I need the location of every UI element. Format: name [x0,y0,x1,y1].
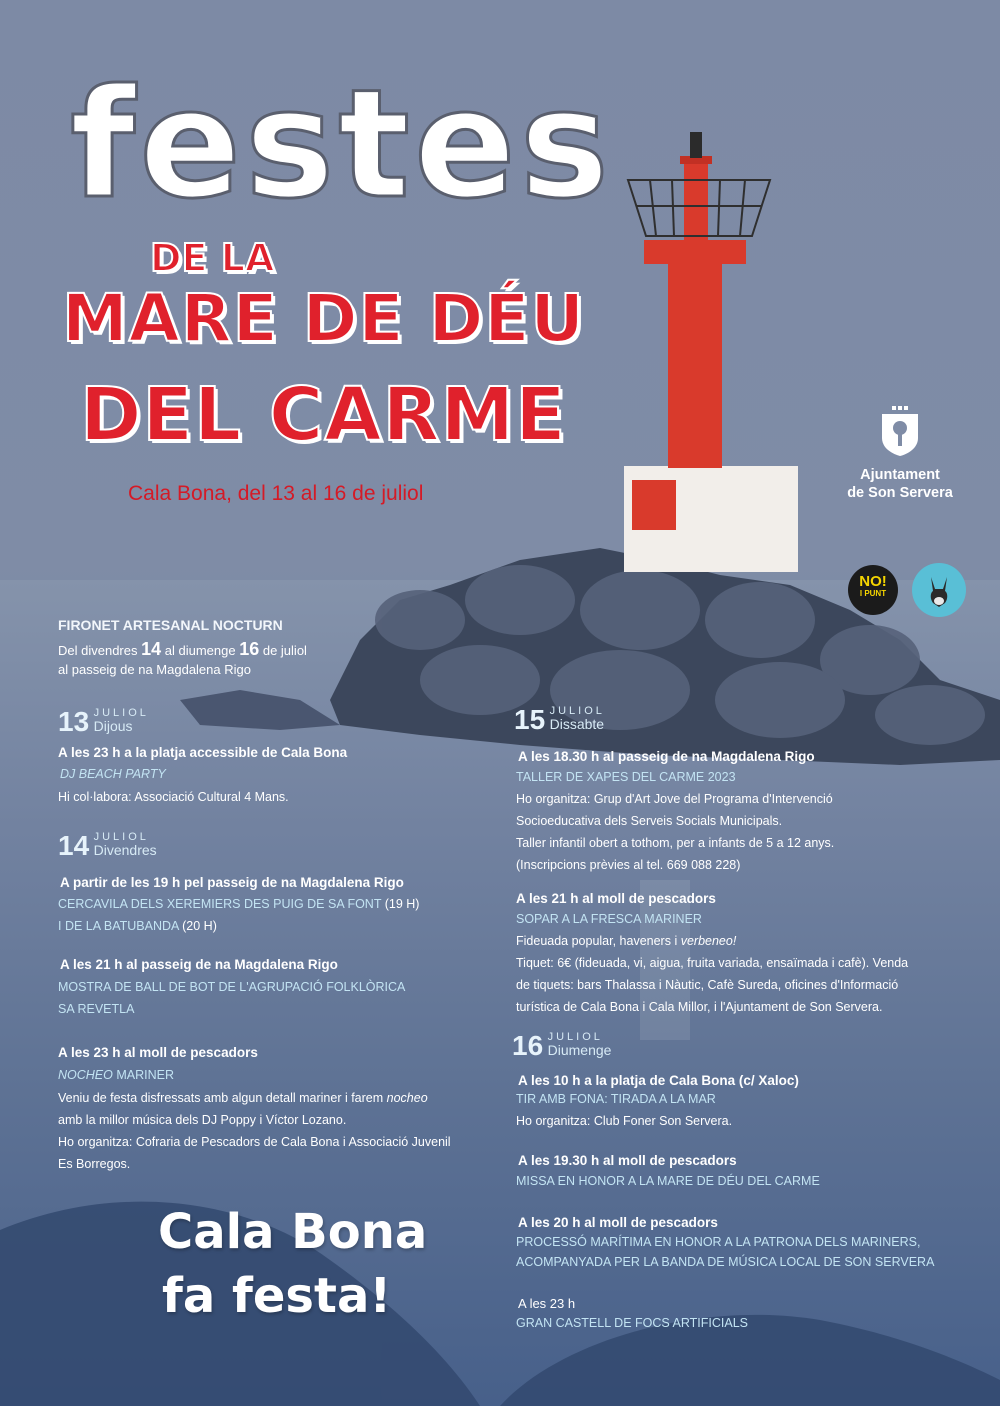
day-15-event-1-line-4: (Inscripcions prèvies al tel. 669 088 228) [516,858,741,872]
day-14-header [58,832,157,860]
day-14-event-1-title-a [58,893,419,915]
title-festes: festes [70,58,613,232]
day-15-event-2-line-1-italic: verbeneo! [680,934,737,948]
day-14-event-1-title-b-time: (20 H) [178,919,217,933]
ajuntament-line1: Ajuntament [860,467,940,483]
day-15-event-2-line-4: turística de Cala Bona i Cala Millor, i l'Ajuntament de Son Servera. [516,1000,883,1014]
noi-logo-text: NO! [859,573,887,590]
slogan-line-2: fa festa! [162,1268,392,1324]
day-15-month [550,706,605,732]
day-13-event-1-note: Hi col·labora: Associació Cultural 4 Mans. [58,790,289,804]
day-16-event-4-title: GRAN CASTELL DE FOCS ARTIFICIALS [516,1316,749,1330]
day-14-event-3-line-1-italic: nocheo [386,1091,428,1105]
day-13-event-1-time: A les 23 h a la platja accessible de Cala Bona [58,745,348,760]
day-15-event-1-line-2: Socioeducativa dels Serveis Socials Municipals. [516,814,783,828]
slogan [158,1200,427,1328]
day-16-event-2-title: MISSA EN HONOR A LA MARE DE DÉU DEL CARME [516,1174,820,1188]
day-16-name: Diumenge [547,1042,612,1058]
day-16-event-3-title-b: ACOMPANYADA PER LA BANDA DE MÚSICA LOCAL DE SON SERVERA [516,1255,935,1269]
day-14-event-2-title-a: MOSTRA DE BALL DE BOT DE L'AGRUPACIÓ FOLKLÒRICA [58,980,406,994]
fironet-day-start: 14 [141,639,162,659]
day-14-event-2-time: A les 21 h al passeig de na Magdalena Rigo [60,957,338,972]
day-14-event-2-title-b: SA REVETLA [58,1002,135,1016]
day-13-month [94,708,149,734]
title-de-la: DE LA [150,236,275,280]
festival-dates: Cala Bona, del 13 al 16 de juliol [128,482,424,505]
noi-logo-sub: I PUNT [859,589,887,598]
day-14-event-3-title-text: MARINER [112,1068,174,1082]
day-14-event-3-line-4: Es Borregos. [58,1157,131,1171]
day-16-event-4-time: A les 23 h [518,1296,576,1311]
day-16-event-1-title: TIR AMB FONA: TIRADA A LA MAR [516,1092,716,1106]
day-13-header [58,708,149,736]
day-14-event-1-time: A partir de les 19 h pel passeig de na Magdalena Rigo [60,875,404,890]
day-14-event-1-title-a-time: (19 H) [381,897,420,911]
day-13-month-text: JULIOL [93,707,149,719]
fironet-title: FIRONET ARTESANAL NOCTURN [58,617,283,633]
day-15-event-2-line-1 [516,930,736,952]
day-14-event-3-line-1 [58,1087,428,1109]
day-15-event-2-line-2: Tiquet: 6€ (fideuada, vi, aigua, fruita variada, ensaïmada i cafè). Venda [516,956,909,970]
day-14-event-1-title-a-text: CERCAVILA DELS XEREMIERS DES PUIG DE SA FONT [58,897,382,911]
day-16-header [512,1032,611,1060]
day-14-event-3-line-1-text: Veniu de festa disfressats amb algun detall mariner i farem [58,1091,387,1105]
day-16-event-1-note: Ho organitza: Club Foner Son Servera. [516,1114,733,1128]
day-15-header [514,706,605,734]
no-i-punt-logo [848,565,898,615]
day-16-month [548,1032,612,1058]
day-14-event-1-title-b [58,915,217,937]
donkey-logo [912,563,966,617]
fironet-day-end: 16 [239,639,260,659]
day-14-month-text: JULIOL [93,831,149,843]
crest-icon [878,404,922,458]
day-14-event-3-title [58,1064,174,1086]
fironet-text-c: de juliol [259,643,307,658]
slogan-line-1: Cala Bona [158,1204,428,1260]
day-14-event-3-line-2: amb la millor música dels DJ Poppy i Víctor Lozano. [58,1113,347,1127]
day-15-event-2-time: A les 21 h al moll de pescadors [516,891,716,906]
day-16-number: 16 [512,1030,544,1061]
day-14-event-3-time: A les 23 h al moll de pescadors [58,1045,258,1060]
day-14-month [94,832,157,858]
day-13-event-1-title: DJ BEACH PARTY [60,767,166,781]
day-16-event-3-time: A les 20 h al moll de pescadors [518,1215,718,1230]
day-14-event-1-title-b-text: I DE LA BATUBANDA [58,919,179,933]
day-13-name: Dijous [93,718,133,734]
day-16-event-1-time: A les 10 h a la platja de Cala Bona (c/ Xaloc) [518,1073,799,1088]
lighthouse-tower [668,240,722,468]
day-15-event-2-line-1-text: Fideuada popular, haveners i [516,934,681,948]
donkey-icon [912,563,966,617]
title-del-carme: DEL CARME [80,372,567,458]
day-15-name: Dissabte [549,716,605,732]
day-14-number: 14 [58,830,90,861]
day-13-number: 13 [58,706,90,737]
lighthouse-window [632,480,676,530]
day-15-month-text: JULIOL [549,705,605,717]
day-15-event-1-line-3: Taller infantil obert a tothom, per a infants de 5 a 12 anys. [516,836,835,850]
title-mare-de-deu: MARE DE DÉU [62,280,585,357]
day-16-event-2-time: A les 19.30 h al moll de pescadors [518,1153,737,1168]
ajuntament-logo [840,404,960,502]
ajuntament-line2: de Son Servera [847,485,953,501]
day-14-name: Divendres [93,842,157,858]
day-16-event-3-title-a: PROCESSÓ MARÍTIMA EN HONOR A LA PATRONA DELS MARINERS, [516,1235,921,1249]
day-14-event-3-title-italic: NOCHEO [58,1068,113,1082]
day-15-event-1-title: TALLER DE XAPES DEL CARME 2023 [516,770,736,784]
day-14-event-3-line-3: Ho organitza: Cofraria de Pescadors de Cala Bona i Associació Juvenil [58,1135,451,1149]
fironet-place: al passeig de na Magdalena Rigo [58,662,251,677]
day-15-number: 15 [514,704,546,735]
fironet-text-b: al diumenge [161,643,240,658]
fironet-text-a: Del divendres [58,643,142,658]
day-15-event-1-time: A les 18.30 h al passeig de na Magdalena Rigo [518,749,815,764]
day-15-event-2-title: SOPAR A LA FRESCA MARINER [516,912,702,926]
day-15-event-2-line-3: de tiquets: bars Thalassa i Nàutic, Cafè Sureda, oficines d'Informació [516,978,899,992]
day-15-event-1-line-1: Ho organitza: Grup d'Art Jove del Programa d'Intervenció [516,792,833,806]
day-16-month-text: JULIOL [547,1031,603,1043]
